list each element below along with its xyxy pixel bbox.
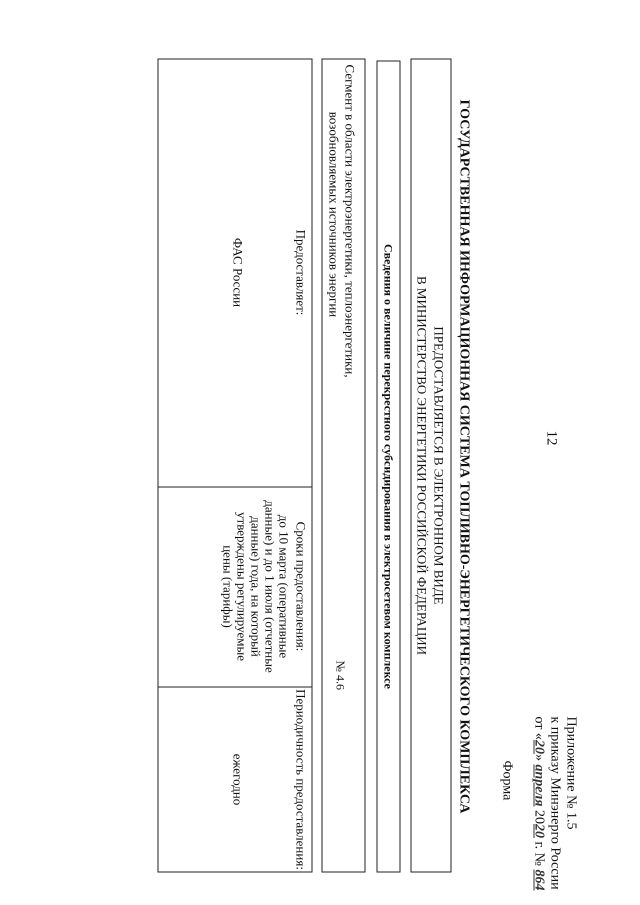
- table-divider-1: [157, 486, 312, 487]
- system-title: ГОСУДАРСТВЕННАЯ ИНФОРМАЦИОННАЯ СИСТЕМА ТОПЛИВНО-ЭНЕРГЕТИЧЕСКОГО КОМПЛЕКСА: [456, 99, 471, 813]
- appendix-line-3: [530, 716, 546, 890]
- handwritten-month: апреля: [531, 763, 546, 806]
- deadline-header: Сроки предоставления:: [293, 521, 308, 651]
- deadline-value: [220, 488, 290, 684]
- form-label: Форма: [499, 760, 514, 800]
- provider-value: ФАС России: [230, 237, 245, 307]
- frequency-value: ежегодно: [230, 753, 245, 805]
- appendix-line-1: Приложение № 1.5: [563, 716, 578, 829]
- date-mid: »: [531, 753, 546, 764]
- number-prefix: г. №: [531, 837, 546, 870]
- submission-box: [410, 58, 451, 872]
- handwritten-order-number: 864: [531, 869, 546, 891]
- table-divider-2: [157, 686, 312, 687]
- deadline-line-2: данные) и до 1 июля (отчетные: [262, 499, 277, 673]
- form-number: № 4.6: [333, 660, 347, 690]
- segment-text: [325, 64, 357, 378]
- form-title: Сведения о величине перекрестного субсидирования в электросетевом комплексе: [381, 243, 395, 689]
- deadline-line-3: данные) года, на который: [248, 515, 263, 657]
- segment-line-2: возобновляемых источников энергии: [326, 111, 341, 317]
- provider-header: Предоставляет:: [293, 229, 308, 315]
- submission-line-1: ПРЕДОСТАВЛЯЕТСЯ В ЭЛЕКТРОННОМ ВИДЕ: [431, 325, 446, 605]
- handwritten-year: 20: [531, 823, 546, 838]
- date-prefix: от «: [531, 716, 546, 740]
- appendix-block: [530, 716, 578, 890]
- segment-line-1: Сегмент в области электроэнергетики, теплоэнергетики,: [342, 64, 357, 378]
- year-prefix: 20: [531, 806, 546, 824]
- deadline-line-5: цены (тарифы): [220, 544, 235, 628]
- page-number: 12: [543, 430, 559, 445]
- frequency-header: Периодичность предоставления:: [293, 688, 308, 870]
- deadline-line-4: утверждены регулируемые: [234, 511, 249, 661]
- appendix-line-2: к приказу Минэнерго России: [547, 716, 562, 890]
- deadline-line-1: до 10 марта (оперативные: [276, 514, 291, 658]
- form-title-box: [376, 60, 400, 872]
- handwritten-day: 20: [531, 739, 546, 754]
- submission-line-2: В МИНИСТЕРСТВО ЭНЕРГЕТИКИ РОССИЙСКОЙ ФЕДЕРАЦИИ: [414, 275, 429, 655]
